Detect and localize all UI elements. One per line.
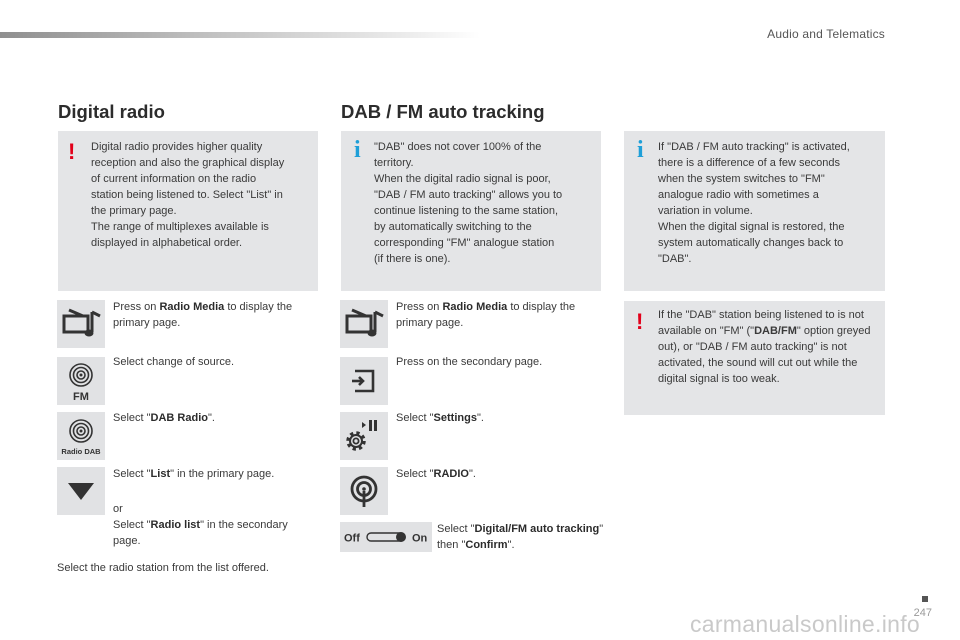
warning-box-dab: [624, 301, 885, 415]
settings-icon: [340, 412, 388, 460]
right-step-3: Select "Settings".: [396, 412, 484, 424]
auto-tracking-toggle: [340, 522, 432, 552]
info-box-2: [624, 131, 885, 291]
warning-text: Digital radio provides higher quality reception and also the graphical display of current information on the radio station being listened to. Select "List" in the primary page. The range of multiplexes available is displayed in alphabetical order.: [91, 141, 285, 249]
page-number: 247: [913, 607, 932, 619]
info-icon: i: [637, 137, 644, 163]
info-text-1: "DAB" does not cover 100% of the territory. When the digital radio signal is poor, "DAB / FM auto tracking" allows you to continue listening to the same station, by automatically switching to the corresponding "FM" analogue station (if there is one).: [374, 141, 563, 265]
header-title: Audio and Telematics: [767, 27, 885, 41]
info-text-2: If "DAB / FM auto tracking" is activated, there is a difference of a few seconds when the system switches to "FM" analogue radio with sometimes a variation in volume. When the digital signal is restored, the system automatically changes back to "DAB".: [658, 141, 850, 265]
left-step-5: Select the radio station from the list offered.: [57, 562, 269, 574]
section-title-dab-fm: DAB / FM auto tracking: [341, 101, 545, 122]
warning-box-digital-radio: [58, 131, 318, 291]
fm-label: FM: [73, 391, 89, 403]
warning-icon: !: [636, 309, 644, 334]
left-step-1: Press on Radio Media to display the primary page.: [113, 301, 293, 329]
radio-media-icon: [340, 300, 388, 348]
radio-media-icon: [57, 300, 105, 348]
page-marker: [922, 596, 928, 602]
dab-label: Radio DAB: [61, 447, 101, 456]
warning-text-dab: If the "DAB" station being listened to is not available on "FM" ("DAB/FM" option greyed out), or "DAB / FM auto tracking" is not activated, the sound will cut out while the digital signal is too weak.: [658, 309, 871, 385]
right-step-5: Select "Digital/FM auto tracking" then "Confirm".: [437, 523, 604, 551]
header-gradient-bar: [0, 32, 480, 38]
left-step-3: Select "DAB Radio".: [113, 412, 215, 424]
right-step-4: Select "RADIO".: [396, 468, 476, 480]
radio-icon: [340, 467, 388, 515]
section-title-digital-radio: Digital radio: [58, 101, 165, 122]
warning-icon: !: [68, 139, 76, 164]
right-step-1: Press on Radio Media to display the primary page.: [396, 301, 576, 329]
left-step-4b: Select "Radio list" in the secondary page.: [113, 519, 288, 547]
left-step-2: Select change of source.: [113, 356, 235, 368]
toggle-off-label: Off: [344, 532, 360, 545]
left-step-4: Select "List" in the primary page.: [113, 468, 275, 480]
secondary-page-icon: [340, 357, 388, 405]
right-step-2: Press on the secondary page.: [396, 356, 543, 368]
down-arrow-icon: [57, 467, 105, 515]
watermark: carmanualsonline.info: [689, 611, 920, 637]
toggle-on-label: On: [412, 532, 428, 545]
info-icon: i: [354, 137, 361, 163]
left-step-4-or: or: [113, 503, 123, 515]
info-box-1: [341, 131, 601, 291]
radio-dab-icon: [57, 412, 105, 460]
fm-source-icon: [57, 357, 105, 405]
